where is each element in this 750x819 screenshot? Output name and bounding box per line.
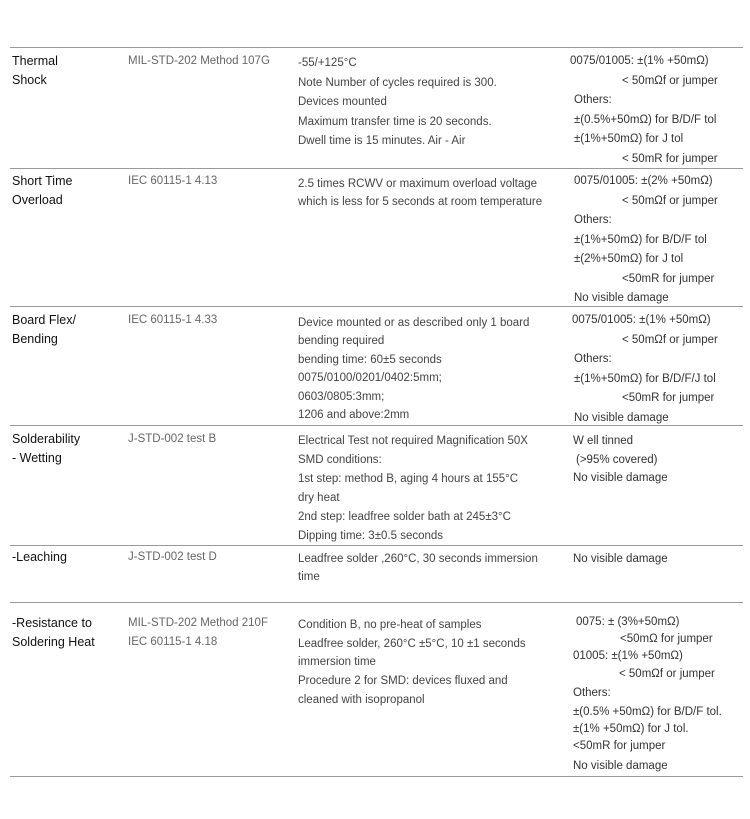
test-standard: MIL-STD-202 Method 107G xyxy=(128,55,270,67)
test-requirement: 0075/01005: ±(1% +50mΩ) < 50mΩf or jumper Others: ±(0.5%+50mΩ) for B/D/F tol ±(1%+50mΩ) for J tol < 50mR for jumper xyxy=(570,55,718,165)
test-name: Solderability - Wetting xyxy=(12,432,81,465)
test-standard: MIL-STD-202 Method 210F IEC 60115-1 4.18 xyxy=(128,617,268,648)
table-row xyxy=(10,602,743,777)
test-name: Board Flex/ Bending xyxy=(12,313,76,346)
test-condition: Device mounted or as described only 1 board bending required bending time: 60±5 seconds 0075/0100/0201/0402:5mm; 0603/0805:3mm; 1206 and above:2mm xyxy=(298,317,530,422)
test-standard: J-STD-002 test D xyxy=(128,551,217,563)
test-condition: Leadfree solder ,260°C, 30 seconds immersion time xyxy=(298,553,538,583)
table-row xyxy=(10,425,743,545)
test-name: -Resistance to Soldering Heat xyxy=(12,616,95,649)
test-condition: Condition B, no pre-heat of samples Leadfree solder, 260°C ±5°C, 10 ±1 seconds immersion time Procedure 2 for SMD: devices fluxed and cleaned with isopropanol xyxy=(298,619,526,706)
spec-table xyxy=(10,47,743,777)
test-requirement: No visible damage xyxy=(573,553,668,565)
table-row xyxy=(10,47,743,168)
table-row xyxy=(10,168,743,306)
test-condition: Electrical Test not required Magnification 50X SMD conditions: 1st step: method B, aging 4 hours at 155°C dry heat 2nd step: leadfree solder bath at 245±3°C Dipping time: 3±0.5 seconds xyxy=(298,435,528,542)
test-requirement: 0075: ± (3%+50mΩ) <50mΩ for jumper 01005: ±(1% +50mΩ) < 50mΩf or jumper Others: ±(0.5% +50mΩ) for B/D/F tol. ±(1% +50mΩ) for J tol. <50mR for jumper No visible damage xyxy=(573,616,722,772)
test-name: Thermal Shock xyxy=(12,54,58,87)
test-name: Short Time Overload xyxy=(12,174,73,207)
test-requirement: 0075/01005: ±(2% +50mΩ) < 50mΩf or jumper Others: ±(1%+50mΩ) for B/D/F tol ±(2%+50mΩ) for J tol <50mR for jumper No visible damage xyxy=(574,175,718,304)
test-requirement: 0075/01005: ±(1% +50mΩ) < 50mΩf or jumper Others: ±(1%+50mΩ) for B/D/F/J tol <50mR for jumper No visible damage xyxy=(572,314,718,424)
test-condition: 2.5 times RCWV or maximum overload voltage which is less for 5 seconds at room temperature xyxy=(298,178,543,208)
test-standard: IEC 60115-1 4.13 xyxy=(128,175,218,187)
table-row xyxy=(10,545,743,602)
test-requirement: W ell tinned (>95% covered) No visible damage xyxy=(573,435,668,484)
table-row xyxy=(10,306,743,425)
test-standard: J-STD-002 test B xyxy=(128,433,217,445)
test-condition: -55/+125°C Note Number of cycles required is 300. Devices mounted Maximum transfer time is 20 seconds. Dwell time is 15 minutes. Air - Air xyxy=(298,57,497,147)
test-name: -Leaching xyxy=(12,550,67,564)
test-standard: IEC 60115-1 4.33 xyxy=(128,314,218,326)
